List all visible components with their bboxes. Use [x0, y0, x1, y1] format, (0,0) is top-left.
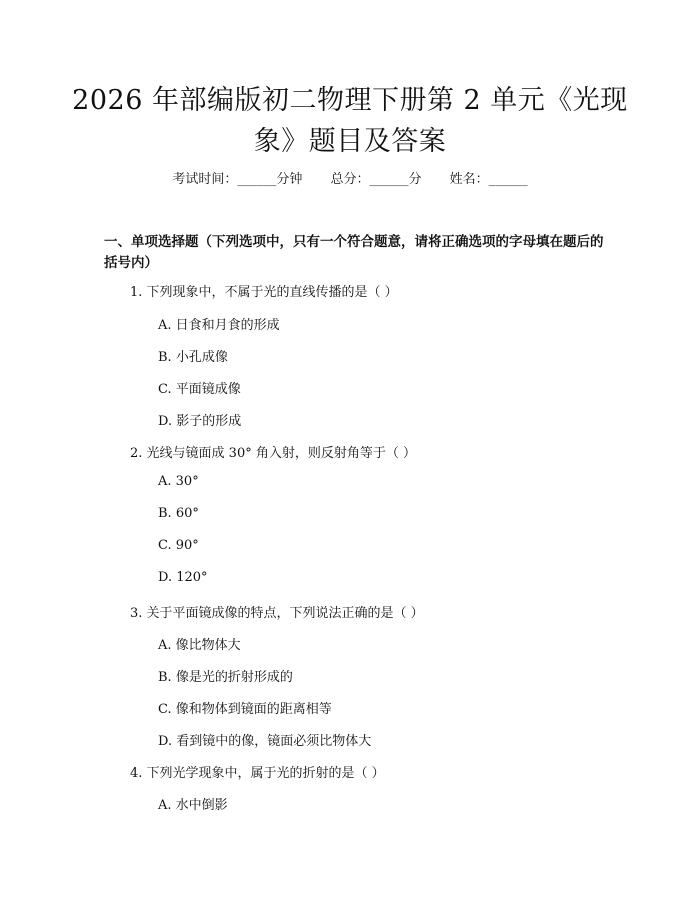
exam-score: 总分：______分 — [330, 172, 422, 187]
question-1-option-d: D. 影子的形成 — [158, 414, 242, 429]
page-title: 2026 年部编版初二物理下册第 2 单元《光现象》题目及答案 — [72, 85, 628, 157]
exam-time: 考试时间：______分钟 — [172, 172, 303, 187]
section-heading-1: 一、单项选择题（下列选项中，只有一个符合题意，请将正确选项的字母填在题后的括号内） — [104, 234, 604, 271]
student-name: 姓名：______ — [449, 172, 528, 187]
question-3-option-d: D. 看到镜中的像，镜面必须比物体大 — [158, 734, 372, 749]
question-2-option-c: C. 90° — [158, 538, 199, 553]
question-4: 4. 下列光学现象中，属于光的折射的是（ ） — [130, 766, 385, 781]
exam-meta — [0, 168, 700, 187]
question-4-option-a: A. 水中倒影 — [158, 798, 228, 813]
question-3: 3. 关于平面镜成像的特点，下列说法正确的是（ ） — [130, 606, 424, 621]
question-1: 1. 下列现象中，不属于光的直线传播的是（ ） — [130, 285, 398, 300]
question-3-option-a: A. 像比物体大 — [158, 638, 241, 653]
question-2-option-b: B. 60° — [158, 506, 199, 521]
question-2: 2. 光线与镜面成 30° 角入射，则反射角等于（ ） — [130, 446, 416, 461]
question-1-option-a: A. 日食和月食的形成 — [158, 318, 280, 333]
question-3-option-b: B. 像是光的折射形成的 — [158, 670, 293, 685]
question-1-option-b: B. 小孔成像 — [158, 350, 228, 365]
question-1-option-c: C. 平面镜成像 — [158, 382, 241, 397]
question-3-option-c: C. 像和物体到镜面的距离相等 — [158, 702, 332, 717]
question-2-option-d: D. 120° — [158, 570, 208, 585]
question-2-option-a: A. 30° — [158, 474, 199, 489]
